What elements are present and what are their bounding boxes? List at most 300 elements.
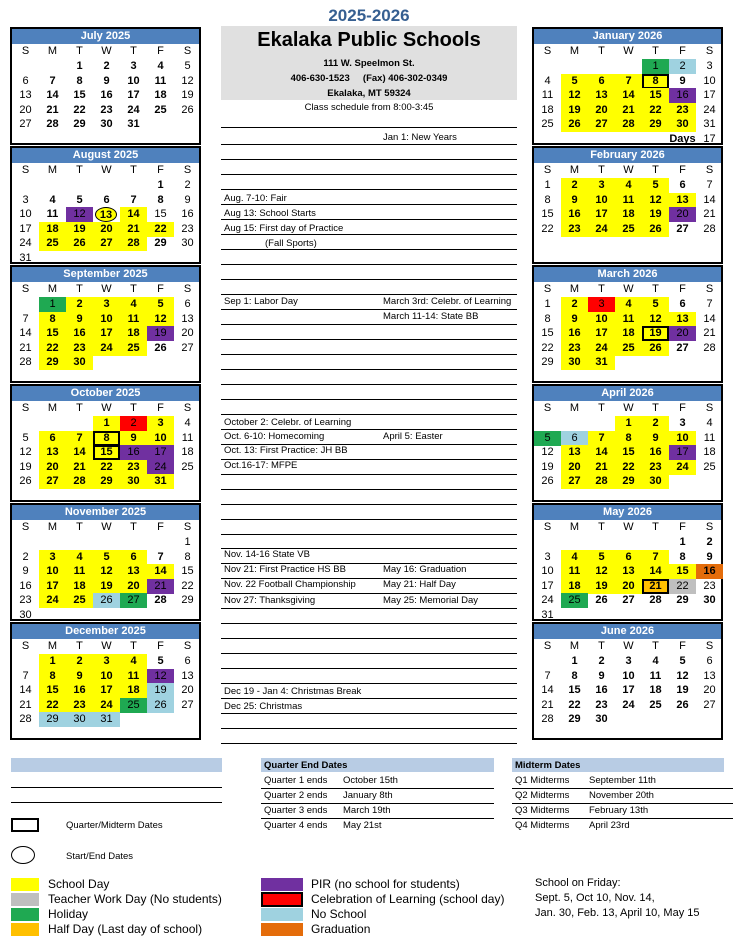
day-cell: 17 — [93, 326, 120, 341]
month-title: May 2026 — [534, 505, 721, 520]
table-rule — [512, 803, 733, 804]
day-cell: 28 — [541, 713, 554, 726]
left-rule-2 — [11, 802, 222, 803]
weekday-header: F — [679, 402, 686, 414]
day-cell: 1 — [76, 60, 83, 72]
month-5 — [10, 622, 201, 740]
day-cell: 17 — [588, 326, 615, 341]
day-cell: 22 — [147, 222, 174, 237]
weekday-header: W — [101, 521, 112, 533]
day-cell: 2 — [120, 416, 147, 431]
day-cell: 18 — [120, 683, 147, 698]
day-cell: 30 — [561, 355, 588, 370]
day-cell: 21 — [19, 341, 32, 354]
day-cell: 13 — [561, 445, 588, 460]
month-1 — [10, 146, 201, 264]
day-cell: 13 — [181, 312, 194, 325]
day-cell: 9 — [66, 312, 93, 327]
day-cell: 17 — [93, 683, 120, 698]
event-line — [221, 294, 517, 295]
day-cell: 23 — [181, 222, 194, 235]
day-cell: 31 — [93, 712, 120, 727]
weekday-header: S — [21, 164, 30, 176]
weekday-header: F — [679, 45, 686, 57]
event-line — [221, 534, 517, 535]
day-cell: 25 — [120, 341, 147, 356]
day-cell: 10 — [127, 74, 140, 87]
event-line — [221, 489, 517, 490]
day-cell: 22 — [93, 460, 120, 475]
day-cell: 13 — [615, 564, 642, 579]
day-cell: 9 — [598, 669, 605, 682]
day-cell: 7 — [22, 312, 29, 325]
day-cell: 16 — [669, 88, 696, 103]
month-title: April 2026 — [534, 386, 721, 401]
day-cell: 18 — [541, 103, 554, 116]
day-cell: 5 — [76, 193, 83, 206]
day-cell: 18 — [39, 222, 66, 237]
day-cell: 19 — [93, 579, 120, 594]
day-cell: 29 — [181, 594, 194, 607]
day-cell: 4 — [157, 60, 164, 72]
weekday-header: M — [569, 164, 580, 176]
event-line — [221, 638, 517, 639]
day-cell: 26 — [19, 475, 32, 488]
day-cell: 6 — [679, 298, 686, 310]
day-cell: 1 — [544, 298, 551, 310]
day-cell: 11 — [615, 193, 642, 208]
start-end-circle — [11, 846, 35, 864]
event-aug-fair: Aug. 7-10: Fair — [224, 193, 287, 204]
friday-dates-2: Jan. 30, Feb. 13, April 10, May 15 — [535, 907, 700, 919]
weekday-header: F — [679, 521, 686, 533]
day-cell: 9 — [642, 431, 669, 446]
day-cell: 8 — [544, 312, 551, 325]
day-cell: 29 — [615, 474, 642, 489]
day-cell: 22 — [541, 341, 554, 354]
weekday-header: W — [101, 640, 112, 652]
weekday-header: W — [101, 402, 112, 414]
quarters-label: Quarter 4 ends — [264, 820, 328, 831]
weekday-header: W — [623, 45, 634, 57]
event-line — [221, 474, 517, 475]
weekday-header: T — [598, 521, 605, 533]
event-line — [221, 204, 517, 205]
day-cell: 19 — [541, 460, 554, 473]
event-line — [221, 159, 517, 160]
day-cell: 24 — [622, 698, 635, 711]
day-cell: 17 — [19, 222, 32, 235]
weekday-header: S — [183, 640, 192, 652]
day-cell: 31 — [147, 474, 174, 489]
event-line — [221, 399, 517, 400]
day-cell: 18 — [154, 89, 167, 102]
weekday-header: S — [705, 402, 714, 414]
event-dec-break: Dec 19 - Jan 4: Christmas Break — [224, 686, 362, 697]
quarters-label: Quarter 3 ends — [264, 805, 328, 816]
day-cell: 22 — [568, 698, 581, 711]
day-cell: 4 — [615, 178, 642, 193]
day-cell: 19 — [642, 326, 669, 341]
day-cell: 24 — [127, 103, 140, 116]
day-cell: 17 — [703, 89, 716, 102]
event-line — [221, 264, 517, 265]
midterms-date: April 23rd — [589, 820, 630, 831]
month-2 — [10, 265, 201, 383]
legend-no-school: No School — [311, 907, 367, 921]
day-cell: 11 — [66, 564, 93, 579]
day-cell: 6 — [39, 431, 66, 446]
weekday-header: S — [543, 402, 552, 414]
day-cell: 27 — [561, 474, 588, 489]
day-cell: 15 — [568, 684, 581, 697]
day-cell: 19 — [561, 103, 588, 118]
day-cell: 30 — [669, 117, 696, 132]
day-cell: 7 — [22, 669, 29, 682]
month-title: October 2025 — [12, 386, 199, 401]
day-cell: 10 — [588, 193, 615, 208]
day-cell: 8 — [157, 193, 164, 206]
day-cell: 22 — [73, 103, 86, 116]
day-cell: 3 — [22, 193, 29, 206]
day-cell: 3 — [39, 550, 66, 565]
weekday-header: S — [183, 402, 192, 414]
weekday-header: F — [679, 640, 686, 652]
weekday-header: S — [183, 283, 192, 295]
day-cell: 15 — [541, 208, 554, 221]
event-jan-new-years: Jan 1: New Years — [383, 132, 457, 143]
day-cell: 1 — [39, 297, 66, 312]
city: Ekalaka, MT 59324 — [327, 88, 411, 99]
day-cell: 26 — [561, 117, 588, 132]
day-cell: 5 — [642, 178, 669, 193]
day-cell: 8 — [571, 669, 578, 682]
day-cell: 11 — [120, 669, 147, 684]
day-cell: 22 — [541, 222, 554, 235]
event-line — [221, 339, 517, 340]
day-cell: 26 — [147, 698, 174, 713]
day-cell: 16 — [561, 326, 588, 341]
day-cell: 13 — [181, 669, 194, 682]
weekday-header: F — [157, 164, 164, 176]
weekday-header: T — [598, 402, 605, 414]
weekday-header: S — [543, 164, 552, 176]
day-cell: 17 — [541, 579, 554, 592]
day-cell: 6 — [679, 179, 686, 191]
weekday-header: T — [130, 283, 137, 295]
day-cell: 2 — [669, 59, 696, 74]
day-cell: 29 — [39, 712, 66, 727]
day-cell: 9 — [66, 669, 93, 684]
day-cell: 27 — [622, 594, 635, 607]
table-rule — [261, 818, 494, 819]
day-cell: 16 — [19, 579, 32, 592]
day-cell: 29 — [93, 474, 120, 489]
day-cell: 25 — [541, 118, 554, 131]
weekday-header: W — [101, 283, 112, 295]
day-cell: 7 — [615, 74, 642, 89]
event-sep-labor-day: Sep 1: Labor Day — [224, 296, 298, 307]
day-cell: 26 — [595, 594, 608, 607]
day-cell: 10 — [39, 564, 66, 579]
month-4 — [10, 503, 201, 621]
day-cell: 21 — [66, 460, 93, 475]
day-cell: 30 — [66, 712, 93, 727]
day-cell: 12 — [588, 564, 615, 579]
day-cell: 15 — [669, 564, 696, 579]
weekday-header: M — [569, 45, 580, 57]
day-cell: 27 — [588, 117, 615, 132]
day-cell: 8 — [39, 669, 66, 684]
day-cell: 13 — [669, 193, 696, 208]
weekday-header: S — [543, 45, 552, 57]
day-cell: 5 — [642, 297, 669, 312]
event-mar-state-bb: March 11-14: State BB — [383, 311, 479, 322]
month-title: September 2025 — [12, 267, 199, 282]
weekday-header: W — [623, 164, 634, 176]
day-cell: 6 — [561, 431, 588, 446]
weekday-header: S — [183, 521, 192, 533]
day-cell: 18 — [703, 446, 716, 459]
day-cell: 4 — [615, 297, 642, 312]
weekday-header: M — [569, 283, 580, 295]
weekday-header: T — [76, 640, 83, 652]
day-cell: 7 — [706, 179, 713, 191]
day-cell: 4 — [120, 654, 147, 669]
day-cell: 30 — [181, 237, 194, 250]
day-cell: 3 — [544, 550, 551, 563]
day-cell: 28 — [19, 713, 32, 726]
day-cell: 14 — [19, 684, 32, 697]
day-cell: 17 — [622, 684, 635, 697]
day-cell: 9 — [22, 565, 29, 578]
day-cell: 10 — [93, 669, 120, 684]
day-cell: 19 — [642, 207, 669, 222]
day-cell: 12 — [19, 446, 32, 459]
day-cell: 27 — [93, 236, 120, 251]
day-cell: 4 — [706, 417, 713, 429]
day-cell: 15 — [39, 683, 66, 698]
day-cell: 24 — [588, 222, 615, 237]
day-cell: 21 — [588, 460, 615, 475]
day-cell: 22 — [39, 341, 66, 356]
quarter-title: Quarter End Dates — [264, 760, 348, 771]
weekday-header: W — [623, 640, 634, 652]
legend-half-day: Half Day (Last day of school) — [48, 922, 203, 936]
day-cell: 18 — [615, 207, 642, 222]
weekday-header: W — [101, 164, 112, 176]
day-cell: 2 — [66, 654, 93, 669]
day-cell: 18 — [649, 684, 662, 697]
day-cell: 20 — [181, 684, 194, 697]
day-cell: 16 — [642, 445, 669, 460]
day-cell: 7 — [544, 669, 551, 682]
table-rule — [512, 818, 733, 819]
weekday-header: T — [130, 164, 137, 176]
day-cell: 29 — [39, 355, 66, 370]
day-cell: 9 — [120, 431, 147, 446]
weekday-header: T — [652, 164, 659, 176]
day-cell: 30 — [19, 609, 32, 621]
weekday-header: S — [705, 283, 714, 295]
schedule-note: Class schedule from 8:00-3:45 — [304, 102, 434, 113]
day-cell: 4 — [652, 655, 659, 667]
weekday-header: W — [623, 521, 634, 533]
left-rule-1 — [11, 787, 222, 788]
event-may-half-day: May 21: Half Day — [383, 579, 456, 590]
day-cell: 16 — [100, 89, 113, 102]
day-cell: 6 — [22, 74, 29, 87]
weekday-header: M — [47, 521, 58, 533]
days-label: Days — [669, 133, 696, 145]
day-cell: 13 — [669, 312, 696, 327]
day-cell: 22 — [669, 579, 696, 594]
event-aug-school-starts: Aug 13: School Starts — [224, 208, 316, 219]
weekday-header: T — [76, 164, 83, 176]
day-cell: 1 — [615, 416, 642, 431]
day-cell: 17 — [39, 579, 66, 594]
day-cell: 15 — [154, 208, 167, 221]
month-6 — [532, 27, 723, 145]
weekday-header: S — [21, 45, 30, 57]
weekday-header: S — [705, 640, 714, 652]
day-cell: 12 — [147, 312, 174, 327]
day-cell: 13 — [120, 564, 147, 579]
table-rule — [261, 788, 494, 789]
event-nov-state-vb: Nov. 14-16 State VB — [224, 549, 310, 560]
day-cell: 10 — [147, 431, 174, 446]
day-cell: 10 — [588, 312, 615, 327]
event-line — [221, 309, 517, 310]
weekday-header: F — [157, 283, 164, 295]
day-cell: 25 — [703, 460, 716, 473]
address: 111 W. Speelmon St. — [323, 58, 415, 69]
day-cell: 24 — [588, 341, 615, 356]
day-cell: 2 — [103, 60, 110, 72]
day-cell: 28 — [66, 474, 93, 489]
month-title: February 2026 — [534, 148, 721, 163]
day-cell: 3 — [706, 60, 713, 72]
month-10 — [532, 503, 723, 621]
weekday-header: F — [157, 521, 164, 533]
weekday-header: M — [47, 402, 58, 414]
event-line — [221, 219, 517, 220]
weekday-header: W — [623, 402, 634, 414]
day-cell: 12 — [181, 74, 194, 87]
day-cell: 26 — [154, 341, 167, 354]
no-school-swatch — [261, 908, 303, 921]
day-cell: 13 — [19, 89, 32, 102]
day-cell: 31 — [127, 118, 140, 131]
month-title: August 2025 — [12, 148, 199, 163]
day-cell: 27 — [120, 593, 147, 608]
midterms-label: Q3 Midterms — [515, 805, 570, 816]
weekday-header: S — [21, 402, 30, 414]
midterms-label: Q1 Midterms — [515, 775, 570, 786]
day-cell: 8 — [184, 550, 191, 563]
day-cell: 10 — [703, 74, 716, 87]
day-cell: 2 — [184, 179, 191, 191]
day-cell: 21 — [120, 222, 147, 237]
school-name: Ekalaka Public Schools — [257, 29, 481, 51]
day-cell: 10 — [622, 669, 635, 682]
event-line — [221, 429, 517, 430]
day-cell: 28 — [703, 341, 716, 354]
day-cell: 11 — [181, 431, 194, 444]
day-cell: 27 — [181, 341, 194, 354]
holiday-swatch — [11, 908, 39, 921]
event-dec-christmas: Dec 25: Christmas — [224, 701, 303, 712]
day-cell: 9 — [706, 550, 713, 563]
event-aug-practice: Aug 15: First day of Practice — [224, 223, 344, 234]
day-cell: 8 — [615, 431, 642, 446]
weekday-header: S — [705, 521, 714, 533]
day-cell: 25 — [39, 236, 66, 251]
day-cell: 29 — [73, 118, 86, 131]
legend-graduation: Graduation — [311, 922, 371, 936]
day-cell: 13 — [39, 445, 66, 460]
day-cell: 21 — [703, 208, 716, 221]
event-line — [221, 127, 517, 128]
day-cell: 30 — [66, 355, 93, 370]
event-line — [221, 174, 517, 175]
month-8 — [532, 265, 723, 383]
day-cell: 8 — [39, 312, 66, 327]
weekday-header: T — [652, 283, 659, 295]
day-cell: 16 — [561, 207, 588, 222]
day-cell: 19 — [147, 683, 174, 698]
day-cell: 11 — [154, 74, 167, 87]
day-cell: 3 — [93, 297, 120, 312]
event-line — [221, 504, 517, 505]
event-aug-fall-sports: (Fall Sports) — [265, 238, 317, 249]
day-cell: 19 — [588, 579, 615, 594]
day-cell: 25 — [154, 103, 167, 116]
legend-teacher-work: Teacher Work Day (No students) — [48, 892, 222, 906]
year-title: 2025-2026 — [328, 6, 410, 25]
day-cell: 21 — [147, 579, 174, 594]
day-cell: 28 — [120, 236, 147, 251]
weekday-header: M — [47, 45, 58, 57]
day-cell: 20 — [615, 579, 642, 594]
celebration-swatch — [261, 892, 303, 907]
day-cell: 23 — [120, 460, 147, 475]
month-title: June 2026 — [534, 624, 721, 639]
event-line — [221, 279, 517, 280]
day-cell: 1 — [544, 179, 551, 191]
day-cell: 1 — [642, 59, 669, 74]
day-cell: 2 — [561, 178, 588, 193]
day-cell: 12 — [66, 207, 93, 222]
weekday-header: T — [652, 521, 659, 533]
day-cell: 15 — [181, 565, 194, 578]
day-cell: 31 — [541, 609, 554, 621]
day-cell: 29 — [676, 594, 689, 607]
weekday-header: T — [130, 640, 137, 652]
day-cell: 20 — [181, 327, 194, 340]
day-cell: 7 — [642, 550, 669, 565]
day-cell: 26 — [66, 236, 93, 251]
day-cell: 14 — [642, 564, 669, 579]
event-line — [221, 144, 517, 145]
month-0 — [10, 27, 201, 145]
day-cell: 6 — [103, 193, 110, 206]
day-cell: 23 — [642, 460, 669, 475]
day-cell: 28 — [615, 117, 642, 132]
day-cell: 5 — [588, 550, 615, 565]
quarters-date: May 21st — [343, 820, 382, 831]
day-cell: 3 — [625, 655, 632, 667]
